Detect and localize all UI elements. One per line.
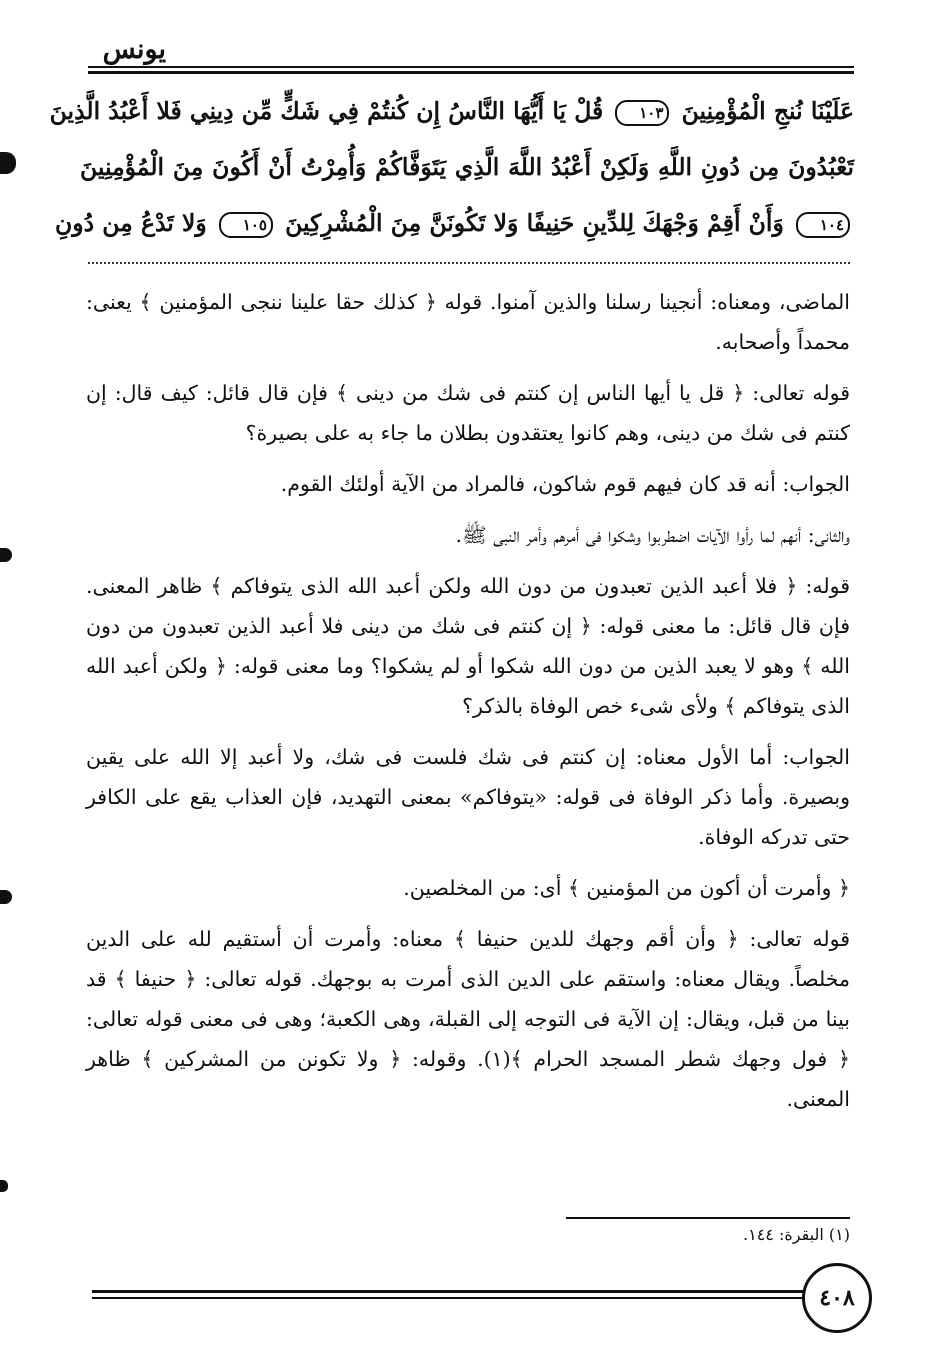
page-number: ٤٠٨	[802, 1263, 872, 1333]
surah-title: يونس	[102, 34, 166, 65]
margin-mark	[0, 548, 12, 562]
verse-text: وَأَنْ أَقِمْ وَجْهَكَ لِلدِّينِ حَنِيفًا وَلا تَكُونَنَّ مِنَ الْمُشْرِكِينَ	[285, 209, 784, 237]
footnote-rule	[566, 1217, 850, 1219]
footer-rule-thick	[92, 1290, 850, 1293]
commentary-body	[86, 282, 850, 1130]
header-rule-thick	[88, 71, 854, 74]
verse-text: عَلَيْنَا نُنجِ الْمُؤْمِنِينَ	[681, 97, 854, 125]
margin-mark	[0, 1180, 8, 1192]
commentary-paragraph: قوله تعالى: ﴿ وأن أقم وجهك للدين حنيفا ﴾ معناه: وأمرت أن أستقيم لله على الدين مخلصاً. ويقال معناه: واستقم على الدين الذى أمرت به بوجهك. قوله تعالى: ﴿ حنيفا ﴾ قد بينا من قبل، ويقال: إن الآية فى التوجه إلى القبلة، وهى الكعبة؛ وهى فى معنى قوله تعالى: ﴿ فول وجهك شطر المسجد الحرام ﴾(١). وقوله: ﴿ ولا تكونن من المشركين ﴾ ظاهر المعنى.	[86, 927, 850, 1111]
ayah-number-marker: ١٠٥	[219, 212, 273, 238]
commentary-paragraph: ﴿ وأمرت أن أكون من المؤمنين ﴾ أى: من المخلصين.	[403, 876, 850, 900]
ayah-number-marker: ١٠٣	[615, 100, 669, 126]
ayah-number-marker: ١٠٤	[796, 212, 850, 238]
quran-line	[55, 195, 854, 251]
quran-line	[49, 83, 854, 139]
header-rule-thin	[88, 66, 854, 68]
footnote: (١) البقرة: ١٤٤.	[743, 1225, 850, 1244]
commentary-paragraph: الماضى، ومعناه: أنجينا رسلنا والذين آمنوا. قوله ﴿ كذلك حقا علينا ننجى المؤمنين ﴾ يعنى: محمداً وأصحابه.	[86, 290, 850, 354]
section-divider	[88, 262, 850, 264]
quran-verses	[49, 83, 854, 251]
commentary-paragraph: والثانى: أنهم لما رأوا الآيات اضطربوا وشكوا فى أمرهم وأمر النبى ﷺ.	[455, 523, 850, 547]
margin-mark	[0, 890, 12, 904]
commentary-paragraph: قوله تعالى: ﴿ قل يا أيها الناس إن كنتم فى شك من دينى ﴾ فإن قال قائل: كيف قال: إن كنتم فى شك من دينى، وهم كانوا يعتقدون بطلان ما جاء به على بصيرة؟	[86, 381, 850, 445]
verse-text: تَعْبُدُونَ مِن دُونِ اللَّهِ وَلَكِنْ أَعْبُدُ اللَّهَ الَّذِي يَتَوَفَّاكُمْ وَأُمِرْتُ أَنْ أَكُونَ مِنَ الْمُؤْمِنِينَ	[80, 153, 854, 181]
footer-rule-thin	[92, 1297, 850, 1299]
verse-text: قُلْ يَا أَيُّهَا النَّاسُ إِن كُنتُمْ فِي شَكٍّ مِّن دِينِي فَلا أَعْبُدُ الَّذِينَ	[49, 97, 604, 125]
commentary-paragraph: الجواب: أما الأول معناه: إن كنتم فى شك فلست فى شك، ولا أعبد إلا الله على يقين وبصيرة. وأما ذكر الوفاة فى قوله: «يتوفاكم» بمعنى التهديد، فإن العذاب يقع على الكافر حتى تدركه الوفاة.	[86, 745, 850, 849]
quran-line	[80, 139, 854, 195]
commentary-paragraph: قوله: ﴿ فلا أعبد الذين تعبدون من دون الله ولكن أعبد الله الذى يتوفاكم ﴾ ظاهر المعنى. فإن قال قائل: ما معنى قوله: ﴿ إن كنتم فى شك من دينى فلا أعبد الذين تعبدون من دون الله ﴾ وهو لا يعبد الذين من دون الله شكوا أو لم يشكوا؟ وما معنى قوله: ﴿ ولكن أعبد الله الذى يتوفاكم ﴾ ولأى شىء خص الوفاة بالذكر؟	[86, 574, 850, 718]
margin-mark	[0, 152, 16, 174]
verse-text: وَلا تَدْعُ مِن دُونِ	[55, 209, 207, 237]
commentary-paragraph: الجواب: أنه قد كان فيهم قوم شاكون، فالمراد من الآية أولئك القوم.	[280, 472, 850, 496]
